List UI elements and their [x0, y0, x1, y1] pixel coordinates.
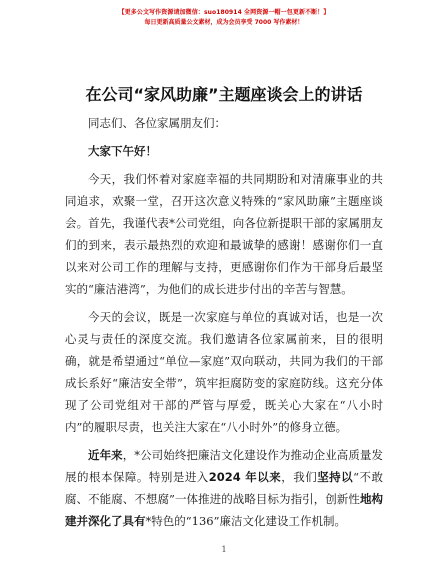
promo-banner-line-1: 【更多公文写作资源请加微信：suo180914 全网资源一帽一包更新不断！】 [118, 9, 330, 16]
paragraph-2: 今天的会议，既是一次家庭与单位的真诚对话，也是一次心灵与责任的深度交流。我们邀请各位家属前来，目的很明确，就是希望通过“单位—家庭”双向联动，共同为我们的干部成长系好“廉洁安全带”，筑牢拒腐防变的家庭防线。这充分体现了公司党组对干部的严管与厚爱，既关心大家在“八小时内”的履职尽责，也关注大家在“八小时外”的修身立德。 [65, 310, 383, 434]
document-title: 在公司“家风助廉”主题座谈会上的讲话 [85, 85, 363, 104]
paragraph-3 [65, 444, 383, 532]
promo-banner-line-2: 每日更新高质量公文素材，成为会员享受 7000 写作素材！ [144, 19, 304, 26]
paragraph-3-bold-2: 地构建并深化了具有 [65, 492, 383, 528]
paragraph-3-bold-1: 坚持以 [317, 470, 354, 484]
document-body [65, 112, 383, 532]
paragraph-3-year: 2024 年以来 [208, 470, 282, 484]
paragraph-3-part-2: ，我们 [281, 470, 318, 484]
greeting: 大家下午好！ [88, 144, 157, 158]
paragraph-3-part-3: “不敢腐、不能腐、不想腐”一体推进的战略目标为指引，创新性 [65, 470, 384, 506]
salutation: 同志们、各位家属朋友们： [88, 116, 226, 130]
paragraph-3-part-1: ，*公司始终把廉洁文化建设作为推动企业高质量发展的根本保障。特别是进入 [65, 448, 384, 484]
page-number: 1 [221, 545, 227, 554]
promo-banner [0, 8, 448, 28]
paragraph-1: 今天，我们怀着对家庭幸福的共同期盼和对清廉事业的共同追求，欢聚一堂，召开这次意义特殊的“家风助廉”主题座谈会。首先，我谨代表*公司党组，向各位新提职干部的家属朋友们的到来，表示最热烈的欢迎和最诚挚的感谢！感谢你们一直以来对公司工作的理解与支持，更感谢你们作为干部身后最坚实的“廉洁港湾”，为他们的成长进步付出的辛苦与智慧。 [65, 172, 383, 296]
paragraph-3-part-4: *特色的“136”廉洁文化建设工作机制。 [145, 514, 346, 528]
paragraph-3-lead: 近年来 [88, 448, 123, 462]
